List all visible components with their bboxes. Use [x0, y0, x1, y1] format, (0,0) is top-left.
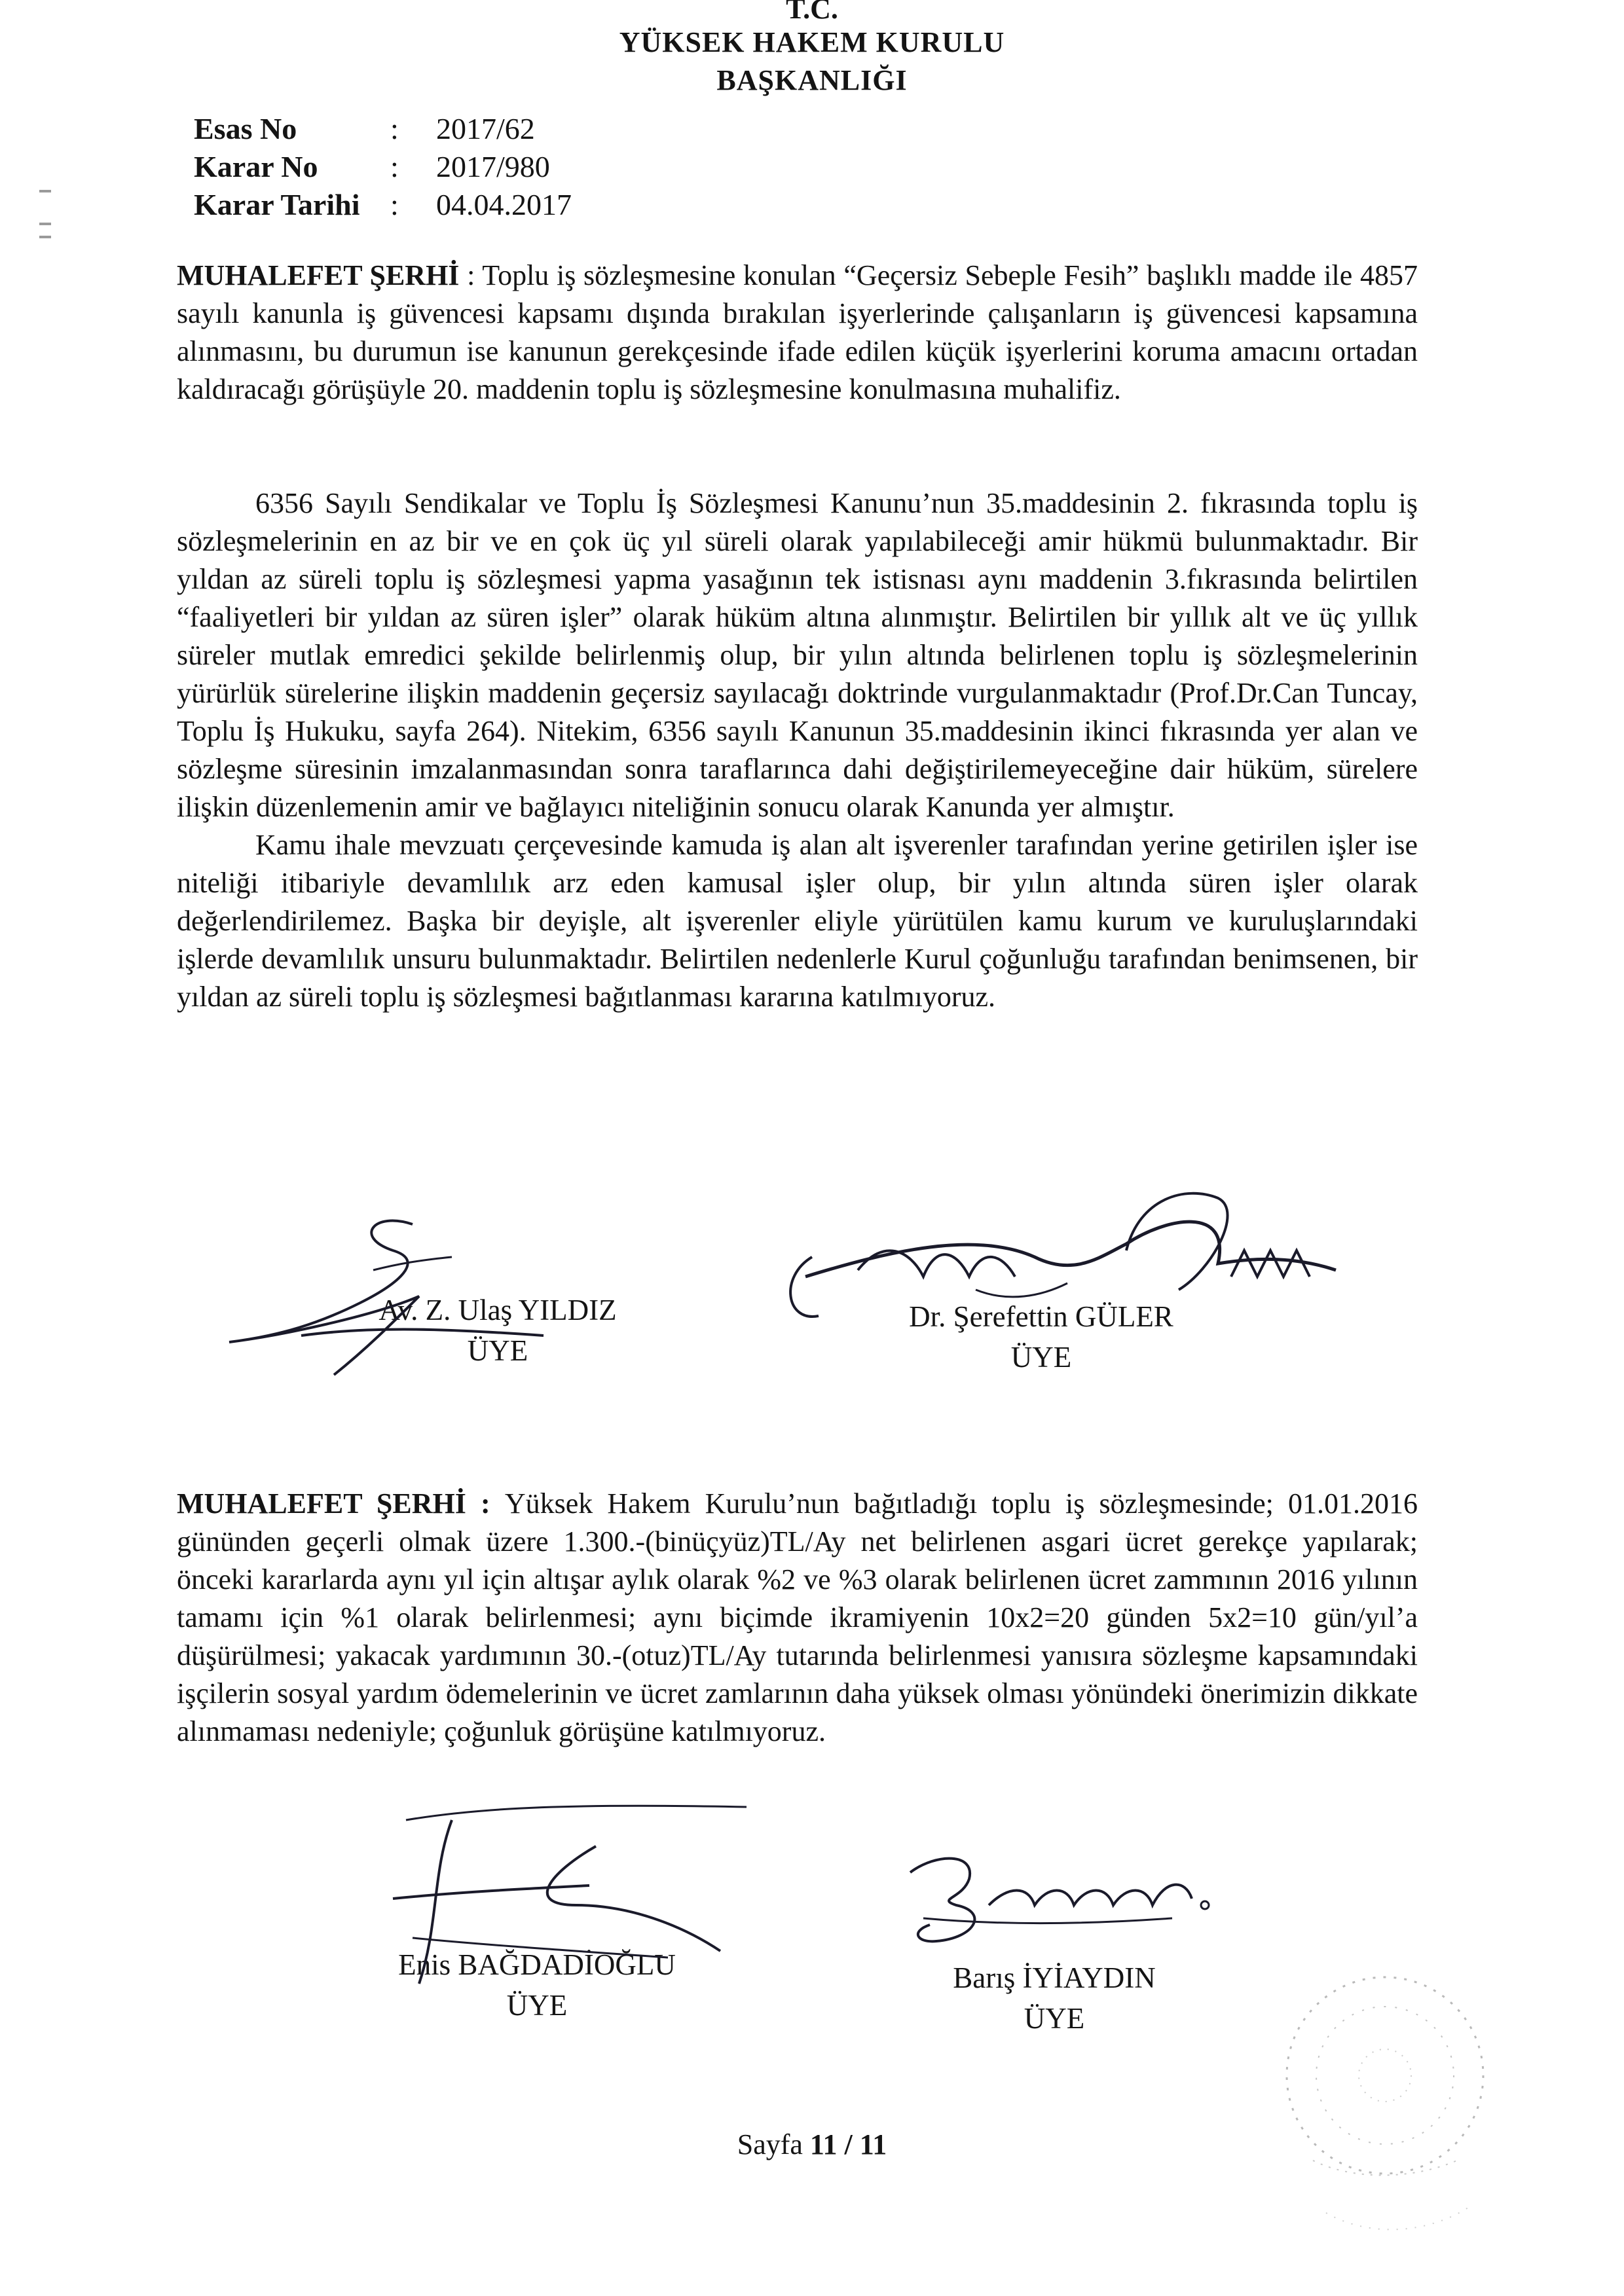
- page-footer: [0, 2128, 1624, 2161]
- meta-separator: :: [390, 188, 399, 221]
- official-stamp: [1274, 1964, 1496, 2278]
- karar-value: 2017/980: [436, 150, 550, 183]
- dissent-one-body: [177, 484, 1418, 1016]
- dissent-two-text: Yüksek Hakem Kurulu’nun bağıtladığı toplu iş sözleşmesinde; 01.01.2016 gününden geçerli olmak üzere 1.300.-(binüçyüz)TL/Ay net belirlenen asgari ücret gerekçe yapılarak; önceki kararlarda aynı yıl için altışar aylık olarak %2 ve %3 olarak belirlenen ücret zammının 2016 yılının tamamı için %1 olarak belirlenmesi; aynı biçimde ikramiyenin 10x2=20 günden 5x2=10 gün/yıl’a düşürülmesi; yakacak yardımının 30.-(otuz)TL/Ay tutarında belirlenmesi yanısıra sözleşme kapsamındaki işçilerin sosyal yardım ödemelerinin ve ücret zamlarının daha yüksek olması yönündeki önerimizin dikkate alınmaması nedeniyle; çoğunluk görüşüne katılmıyoruz.: [177, 1487, 1418, 1747]
- case-meta: [194, 110, 572, 224]
- handwritten-signature-baris: [897, 1827, 1211, 1958]
- dissent-one-paragraph-2: 6356 Sayılı Sendikalar ve Toplu İş Sözleşmesi Kanunu’nun 35.maddesinin 2. fıkrasında toplu iş sözleşmelerinin en az bir ve en çok üç yıl süreli olarak yapılabileceği amir hükmü bulunmaktadır. Bir yıldan az süreli toplu iş sözleşmesi yapma yasağının tek istisnası aynı maddenin 3.fıkrasında belirtilen “faaliyetleri bir yıldan az süren işler” olarak hüküm altına alınmıştır. Belirtilen bir yıllık alt ve üç yıllık süreler mutlak emredici şekilde belirlenmiş olup, bir yılın altında belirlenen toplu iş sözleşmelerinin yürürlük sürelerine ilişkin maddenin geçersiz sayılacağı doktrinde vurgulanmaktadır (Prof.Dr.Can Tuncay, Toplu İş Hukuku, sayfa 264). Nitekim, 6356 sayılı Kanunun 35.maddesinin ikinci fıkrasında yer alan ve sözleşme süresinin imzalanmasından sonra taraflarınca dahi değiştirilemeyeceğine dair hüküm, sürelere ilişkin düzenlemenin amir ve bağlayıcı niteliğinin sonucu olarak Kanunda yer almıştır.: [177, 487, 1418, 823]
- signature-block-ulas: [327, 1290, 668, 1371]
- tarih-label: Karar Tarihi: [194, 188, 360, 221]
- page-number: 11 / 11: [809, 2128, 887, 2160]
- margin-mark: [39, 190, 51, 192]
- organization-name: YÜKSEK HAKEM KURULU: [619, 26, 1005, 58]
- esas-label: Esas No: [194, 112, 297, 145]
- dissent-one-text: : Toplu iş sözleşmesine konulan “Geçersiz Sebeple Fesih” başlıklı madde ile 4857 sayılı kanunla iş güvencesi kapsamı dışında bırakılan işyerlerinde çalışanların iş güvencesi kapsamına alınmasını, bu durumun ise kanunun gerekçesinde ifade edilen küçük işyerlerini koruma amacını ortadan kaldıracağı görüşüyle 20. maddenin toplu iş sözleşmesine konulmasına muhalifiz.: [177, 259, 1418, 405]
- meta-separator: :: [390, 112, 399, 145]
- meta-row-karar: [194, 148, 572, 186]
- signatory-name-serefettin: Dr. Şerefettin GÜLER: [909, 1300, 1173, 1333]
- document-header: [550, 0, 1074, 100]
- signatory-role-serefettin: ÜYE: [1010, 1341, 1072, 1374]
- dissent-one-label: MUHALEFET ŞERHİ: [177, 259, 468, 291]
- signature-block-enis: [367, 1944, 707, 2026]
- signature-block-baris: [897, 1958, 1211, 2039]
- signatory-name-baris: Barış İYİAYDIN: [953, 1961, 1156, 1994]
- page-label: Sayfa: [737, 2128, 810, 2160]
- dissent-two: [177, 1485, 1418, 1751]
- signatory-role-ulas: ÜYE: [467, 1334, 528, 1367]
- dissent-two-intro: [177, 1485, 1418, 1751]
- dissent-one: [177, 257, 1418, 409]
- handwritten-signature-ulas: [203, 1211, 544, 1381]
- margin-mark: [39, 223, 51, 225]
- handwritten-signature-serefettin: [760, 1178, 1349, 1336]
- dissent-one-intro: [177, 257, 1418, 409]
- signatory-name-enis: Enis BAĞDADİOĞLU: [398, 1948, 676, 1981]
- handwritten-signature-enis: [380, 1794, 773, 1990]
- dissent-two-label: MUHALEFET ŞERHİ :: [177, 1487, 505, 1520]
- signatory-role-baris: ÜYE: [1024, 2002, 1085, 2035]
- esas-value: 2017/62: [436, 112, 535, 145]
- karar-label: Karar No: [194, 150, 318, 183]
- tarih-value: 04.04.2017: [436, 188, 572, 221]
- dissent-one-paragraph-3: Kamu ihale mevzuatı çerçevesinde kamuda iş alan alt işverenler tarafından yerine getirilen işler ise niteliği itibariyle devamlılık arz eden kamusal işler olup, bir yılın altında süren işler olarak değerlendirilemez. Başka bir deyişle, alt işverenler eliyle yürütülen kamu kurum ve kuruluşlarındaki işlerde devamlılık unsuru bulunmaktadır. Belirtilen nedenlerle Kurul çoğunluğu tarafından benimsenen, bir yıldan az süreli toplu iş sözleşmesi bağıtlanması kararına katılmıyoruz.: [177, 829, 1418, 1013]
- signatory-name-ulas: Av. Z. Ulaş YILDIZ: [378, 1294, 617, 1326]
- country-abbrev: T.C.: [786, 0, 838, 25]
- signature-block-serefettin: [858, 1296, 1225, 1377]
- meta-row-esas: [194, 110, 572, 148]
- meta-separator: :: [390, 150, 399, 183]
- margin-mark: [39, 236, 51, 238]
- meta-row-tarih: [194, 186, 572, 224]
- department-name: BAŞKANLIĞI: [716, 64, 908, 96]
- signatory-role-enis: ÜYE: [506, 1989, 568, 2022]
